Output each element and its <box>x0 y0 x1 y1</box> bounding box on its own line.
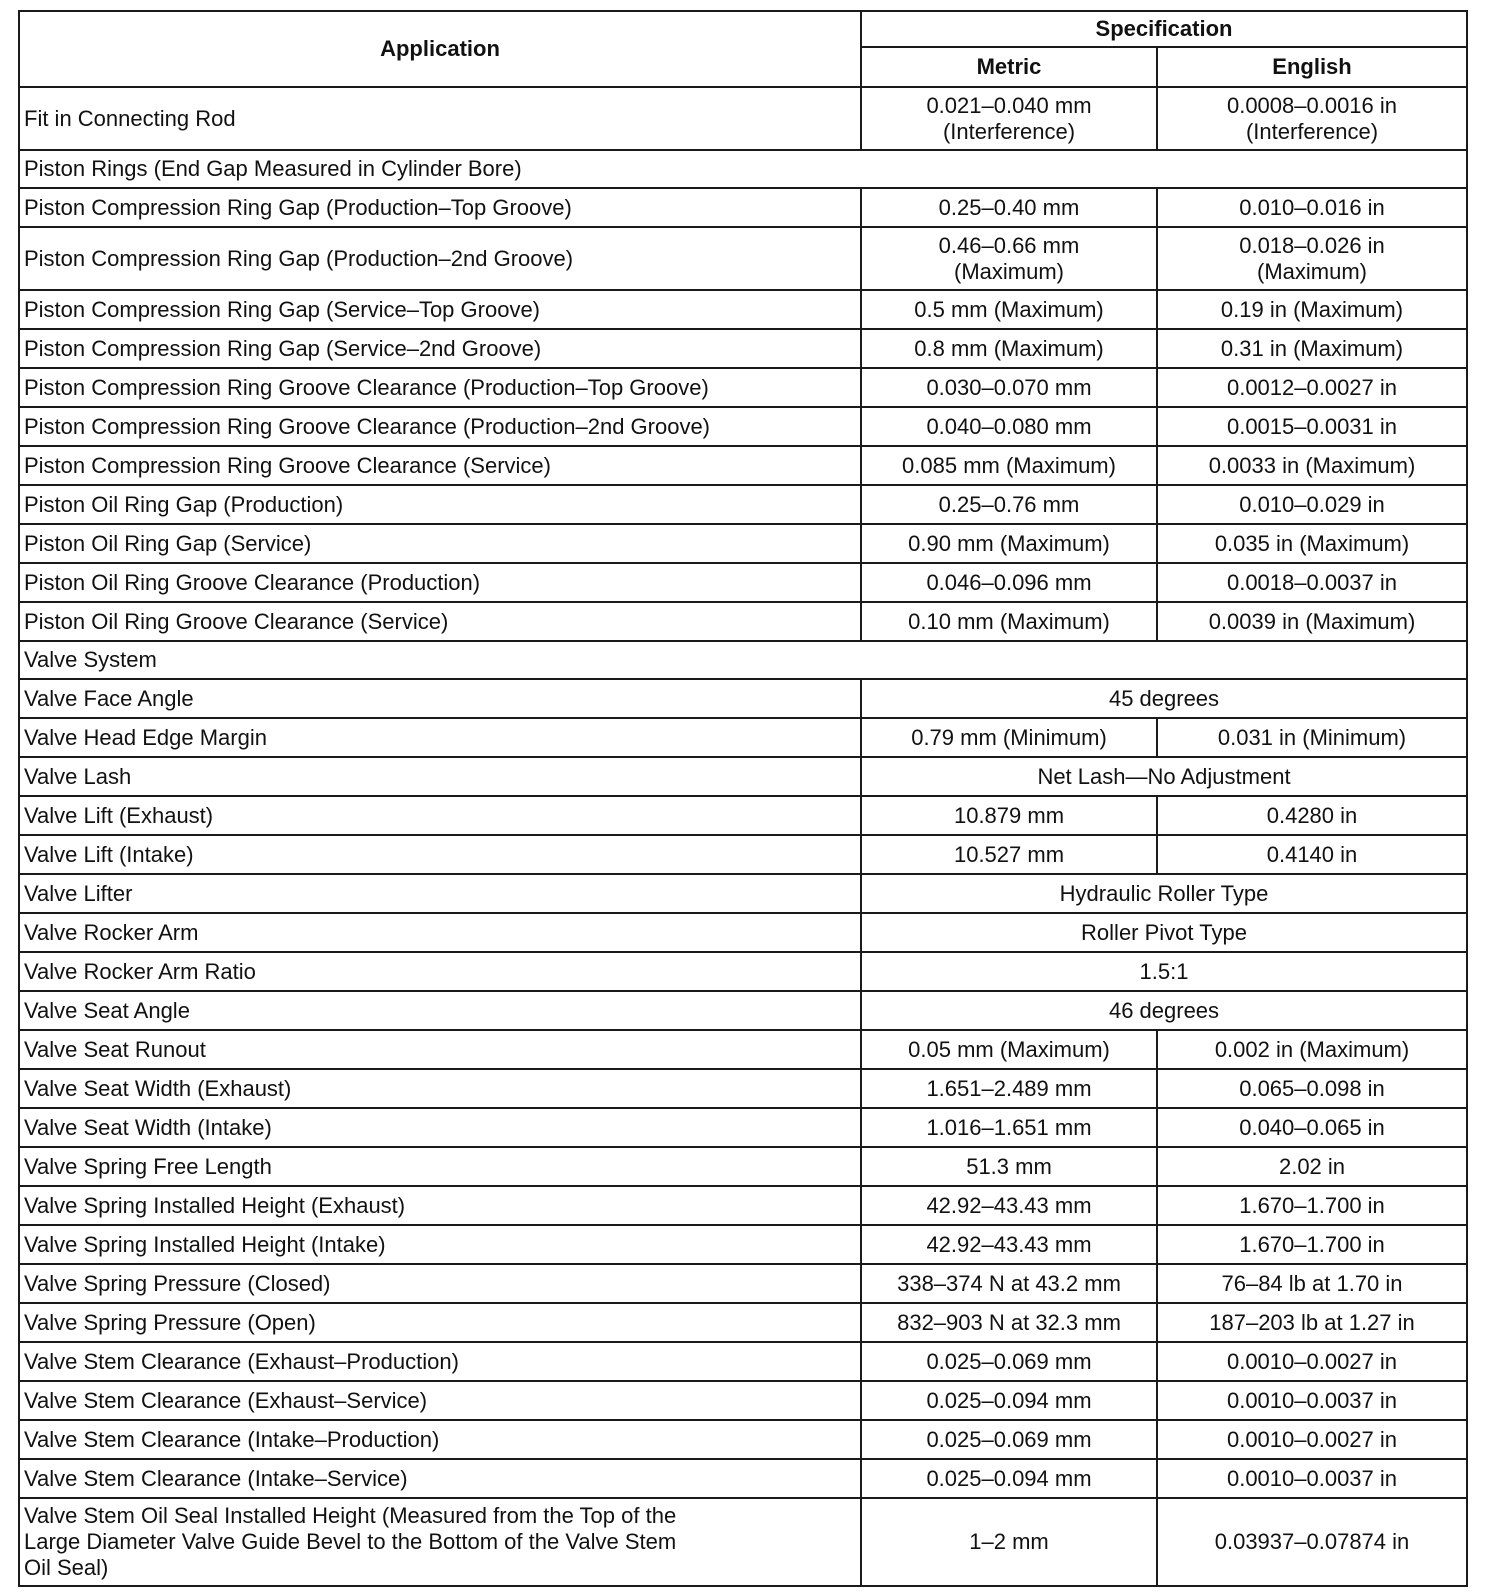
english-cell: 0.4140 in <box>1157 835 1467 874</box>
english-cell: 0.0039 in (Maximum) <box>1157 602 1467 641</box>
header-specification: Specification <box>861 11 1467 47</box>
english-cell: 0.010–0.016 in <box>1157 188 1467 227</box>
application-cell: Valve Head Edge Margin <box>19 718 861 757</box>
combined-spec-cell: 46 degrees <box>861 991 1467 1030</box>
english-cell: 0.0010–0.0027 in <box>1157 1342 1467 1381</box>
metric-cell: 0.040–0.080 mm <box>861 407 1157 446</box>
table-row <box>19 1225 1467 1264</box>
table-row <box>19 1069 1467 1108</box>
metric-cell: 10.879 mm <box>861 796 1157 835</box>
table-row <box>19 368 1467 407</box>
application-cell: Valve Lash <box>19 757 861 796</box>
application-cell: Piston Compression Ring Gap (Production–2nd Groove) <box>19 227 861 290</box>
table-row <box>19 227 1467 290</box>
specification-table <box>18 10 1468 1587</box>
application-cell: Valve Lifter <box>19 874 861 913</box>
table-row <box>19 874 1467 913</box>
metric-cell: 832–903 N at 32.3 mm <box>861 1303 1157 1342</box>
table-row <box>19 679 1467 718</box>
metric-cell: 42.92–43.43 mm <box>861 1186 1157 1225</box>
metric-cell: 0.10 mm (Maximum) <box>861 602 1157 641</box>
metric-cell: 0.25–0.40 mm <box>861 188 1157 227</box>
application-cell: Piston Compression Ring Groove Clearance (Production–2nd Groove) <box>19 407 861 446</box>
english-cell: 187–203 lb at 1.27 in <box>1157 1303 1467 1342</box>
application-cell: Piston Oil Ring Groove Clearance (Production) <box>19 563 861 602</box>
english-cell: 0.040–0.065 in <box>1157 1108 1467 1147</box>
table-row <box>19 524 1467 563</box>
table-row <box>19 87 1467 150</box>
application-cell: Valve Seat Angle <box>19 991 861 1030</box>
application-cell: Valve Spring Pressure (Open) <box>19 1303 861 1342</box>
application-cell: Valve Rocker Arm Ratio <box>19 952 861 991</box>
metric-cell: 0.025–0.069 mm <box>861 1342 1157 1381</box>
application-cell: Valve Lift (Exhaust) <box>19 796 861 835</box>
table-row <box>19 757 1467 796</box>
application-cell: Valve Stem Clearance (Exhaust–Service) <box>19 1381 861 1420</box>
english-cell: 0.0010–0.0027 in <box>1157 1420 1467 1459</box>
section-row <box>19 150 1467 188</box>
metric-cell: 0.25–0.76 mm <box>861 485 1157 524</box>
combined-spec-cell: 1.5:1 <box>861 952 1467 991</box>
metric-cell: 51.3 mm <box>861 1147 1157 1186</box>
table-row <box>19 1030 1467 1069</box>
application-cell: Piston Oil Ring Gap (Service) <box>19 524 861 563</box>
application-cell: Valve Spring Installed Height (Exhaust) <box>19 1186 861 1225</box>
english-cell: 0.0015–0.0031 in <box>1157 407 1467 446</box>
table-row <box>19 602 1467 641</box>
table-row <box>19 1108 1467 1147</box>
english-cell: 0.035 in (Maximum) <box>1157 524 1467 563</box>
english-cell: 0.0012–0.0027 in <box>1157 368 1467 407</box>
table-row <box>19 1498 1467 1586</box>
english-cell: 0.0008–0.0016 in (Interference) <box>1157 87 1467 150</box>
metric-cell: 1–2 mm <box>861 1498 1157 1586</box>
metric-cell: 1.651–2.489 mm <box>861 1069 1157 1108</box>
english-cell: 0.065–0.098 in <box>1157 1069 1467 1108</box>
header-metric: Metric <box>861 47 1157 87</box>
table-row <box>19 1420 1467 1459</box>
table-row <box>19 1342 1467 1381</box>
table-row <box>19 563 1467 602</box>
combined-spec-cell: Net Lash—No Adjustment <box>861 757 1467 796</box>
metric-cell: 1.016–1.651 mm <box>861 1108 1157 1147</box>
header-application: Application <box>19 11 861 87</box>
application-cell: Valve Seat Width (Intake) <box>19 1108 861 1147</box>
metric-cell: 0.90 mm (Maximum) <box>861 524 1157 563</box>
application-cell: Valve Spring Free Length <box>19 1147 861 1186</box>
metric-cell: 10.527 mm <box>861 835 1157 874</box>
application-cell: Valve Rocker Arm <box>19 913 861 952</box>
application-cell: Piston Compression Ring Gap (Production–Top Groove) <box>19 188 861 227</box>
metric-cell: 338–374 N at 43.2 mm <box>861 1264 1157 1303</box>
section-row <box>19 641 1467 679</box>
application-cell: Fit in Connecting Rod <box>19 87 861 150</box>
table-row <box>19 796 1467 835</box>
table-row <box>19 1264 1467 1303</box>
table-row <box>19 1381 1467 1420</box>
application-cell: Valve Spring Pressure (Closed) <box>19 1264 861 1303</box>
english-cell: 0.031 in (Minimum) <box>1157 718 1467 757</box>
english-cell: 0.002 in (Maximum) <box>1157 1030 1467 1069</box>
table-row <box>19 718 1467 757</box>
metric-cell: 0.025–0.094 mm <box>861 1381 1157 1420</box>
table-row <box>19 991 1467 1030</box>
section-heading: Piston Rings (End Gap Measured in Cylinder Bore) <box>19 150 1467 188</box>
metric-cell: 42.92–43.43 mm <box>861 1225 1157 1264</box>
application-cell: Valve Seat Width (Exhaust) <box>19 1069 861 1108</box>
english-cell: 0.19 in (Maximum) <box>1157 290 1467 329</box>
application-cell: Valve Stem Clearance (Exhaust–Production) <box>19 1342 861 1381</box>
header-english: English <box>1157 47 1467 87</box>
metric-cell: 0.79 mm (Minimum) <box>861 718 1157 757</box>
metric-cell: 0.085 mm (Maximum) <box>861 446 1157 485</box>
table-row <box>19 1303 1467 1342</box>
application-cell: Piston Oil Ring Groove Clearance (Service) <box>19 602 861 641</box>
table-row <box>19 913 1467 952</box>
combined-spec-cell: Roller Pivot Type <box>861 913 1467 952</box>
metric-cell: 0.8 mm (Maximum) <box>861 329 1157 368</box>
application-cell: Valve Spring Installed Height (Intake) <box>19 1225 861 1264</box>
metric-cell: 0.025–0.094 mm <box>861 1459 1157 1498</box>
english-cell: 76–84 lb at 1.70 in <box>1157 1264 1467 1303</box>
application-cell: Valve Seat Runout <box>19 1030 861 1069</box>
application-cell: Valve Stem Oil Seal Installed Height (Measured from the Top of the Large Diameter Valve Guide Bevel to the Bottom of the Valve Stem Oil Seal) <box>19 1498 861 1586</box>
section-heading: Valve System <box>19 641 1467 679</box>
application-cell: Piston Compression Ring Groove Clearance (Production–Top Groove) <box>19 368 861 407</box>
english-cell: 0.03937–0.07874 in <box>1157 1498 1467 1586</box>
english-cell: 0.0010–0.0037 in <box>1157 1459 1467 1498</box>
table-row <box>19 1147 1467 1186</box>
table-row <box>19 485 1467 524</box>
metric-cell: 0.5 mm (Maximum) <box>861 290 1157 329</box>
metric-cell: 0.030–0.070 mm <box>861 368 1157 407</box>
english-cell: 1.670–1.700 in <box>1157 1186 1467 1225</box>
application-cell: Piston Compression Ring Groove Clearance (Service) <box>19 446 861 485</box>
metric-cell: 0.046–0.096 mm <box>861 563 1157 602</box>
english-cell: 0.0010–0.0037 in <box>1157 1381 1467 1420</box>
table-row <box>19 1186 1467 1225</box>
application-cell: Valve Stem Clearance (Intake–Service) <box>19 1459 861 1498</box>
table-row <box>19 952 1467 991</box>
table-body <box>19 87 1467 1586</box>
combined-spec-cell: 45 degrees <box>861 679 1467 718</box>
english-cell: 2.02 in <box>1157 1147 1467 1186</box>
english-cell: 0.010–0.029 in <box>1157 485 1467 524</box>
metric-cell: 0.025–0.069 mm <box>861 1420 1157 1459</box>
application-cell: Valve Lift (Intake) <box>19 835 861 874</box>
application-cell: Piston Oil Ring Gap (Production) <box>19 485 861 524</box>
application-cell: Piston Compression Ring Gap (Service–Top Groove) <box>19 290 861 329</box>
table-row <box>19 188 1467 227</box>
english-cell: 0.0033 in (Maximum) <box>1157 446 1467 485</box>
table-row <box>19 290 1467 329</box>
application-cell: Valve Stem Clearance (Intake–Production) <box>19 1420 861 1459</box>
table-row <box>19 446 1467 485</box>
application-cell: Valve Face Angle <box>19 679 861 718</box>
table-row <box>19 407 1467 446</box>
table-row <box>19 329 1467 368</box>
metric-cell: 0.05 mm (Maximum) <box>861 1030 1157 1069</box>
metric-cell: 0.46–0.66 mm (Maximum) <box>861 227 1157 290</box>
combined-spec-cell: Hydraulic Roller Type <box>861 874 1467 913</box>
english-cell: 0.018–0.026 in (Maximum) <box>1157 227 1467 290</box>
english-cell: 0.31 in (Maximum) <box>1157 329 1467 368</box>
table-row <box>19 835 1467 874</box>
english-cell: 1.670–1.700 in <box>1157 1225 1467 1264</box>
application-cell: Piston Compression Ring Gap (Service–2nd Groove) <box>19 329 861 368</box>
metric-cell: 0.021–0.040 mm (Interference) <box>861 87 1157 150</box>
table-row <box>19 1459 1467 1498</box>
english-cell: 0.4280 in <box>1157 796 1467 835</box>
english-cell: 0.0018–0.0037 in <box>1157 563 1467 602</box>
